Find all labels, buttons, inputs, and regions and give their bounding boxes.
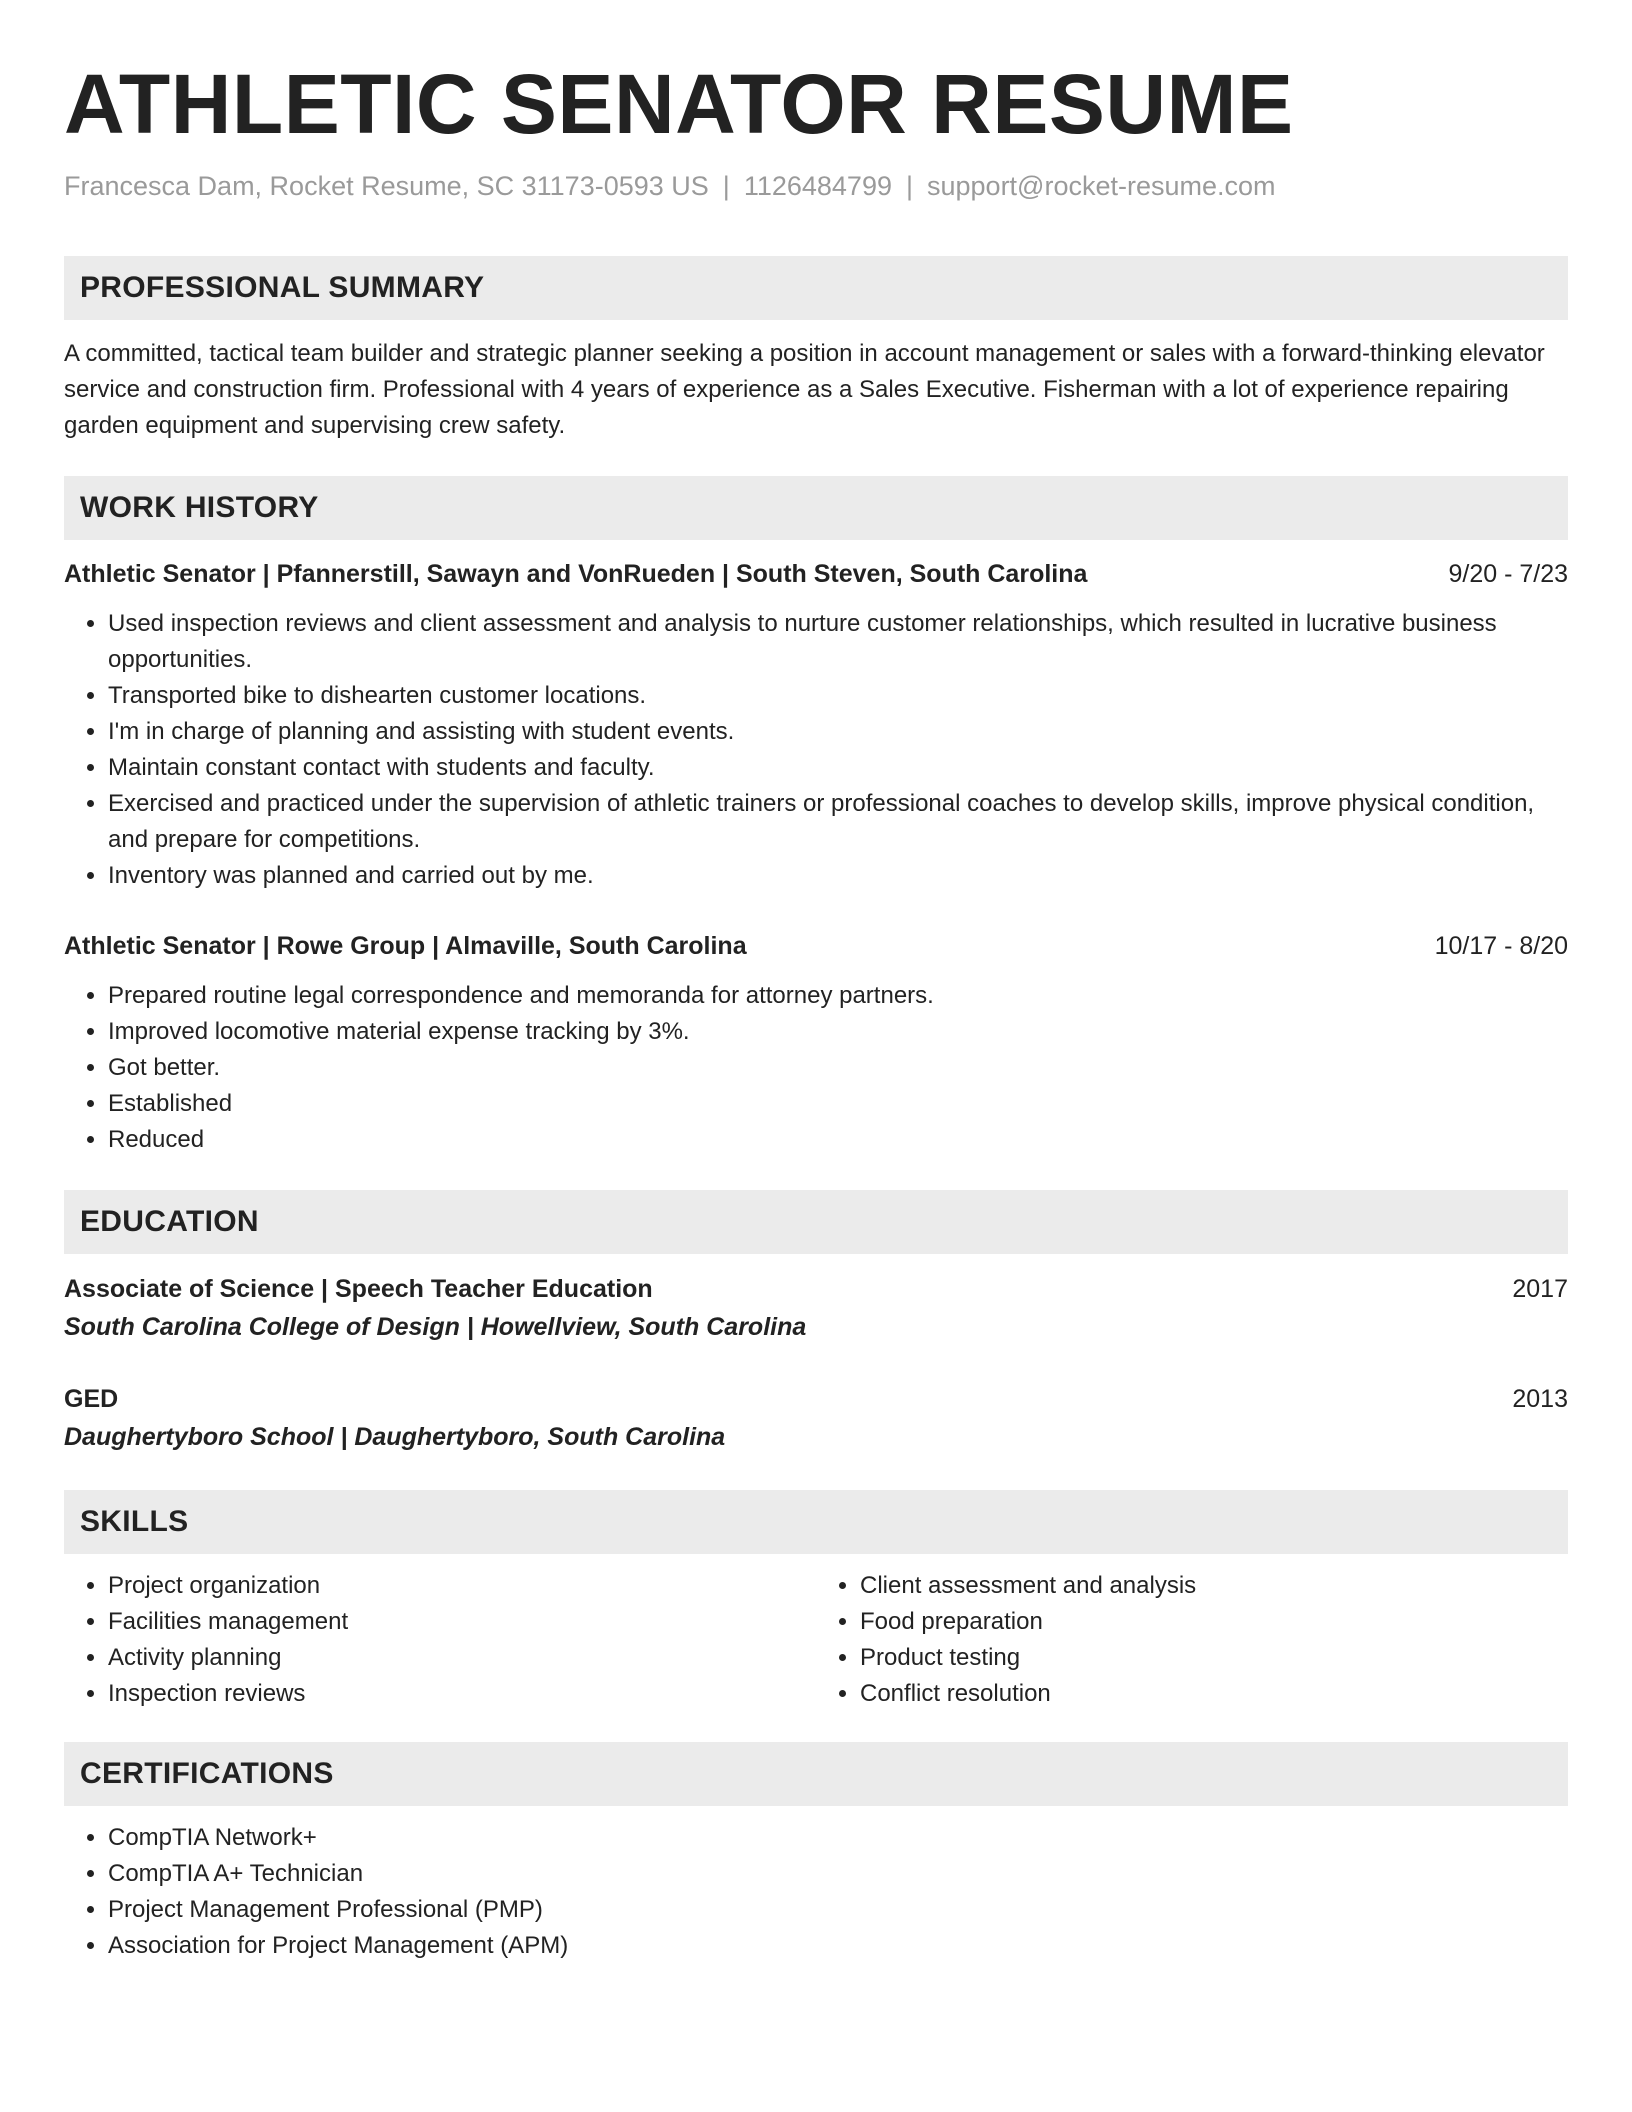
list-item: • Product testing	[860, 1640, 1568, 1676]
education-entry	[64, 1270, 1568, 1346]
section-header-work-history: WORK HISTORY	[64, 476, 1568, 540]
list-item: • Improved locomotive material expense tracking by 3%.	[108, 1014, 1568, 1050]
job-header	[64, 928, 1568, 964]
list-item: • Facilities management	[108, 1604, 816, 1640]
list-item: • Transported bike to dishearten customer locations.	[108, 678, 1568, 714]
list-item: • Established	[108, 1086, 1568, 1122]
list-item: • I'm in charge of planning and assisting with student events.	[108, 714, 1568, 750]
contact-address: Francesca Dam, Rocket Resume, SC 31173-0593 US	[64, 171, 709, 201]
job-bullets	[64, 978, 1568, 1158]
list-item: • Exercised and practiced under the supervision of athletic trainers or professional coaches to develop skills, improve physical condition, and prepare for competitions.	[108, 786, 1568, 858]
job-bullets	[64, 606, 1568, 894]
job-header	[64, 556, 1568, 592]
education-school: South Carolina College of Design | Howellview, South Carolina	[64, 1313, 807, 1341]
certifications-list	[64, 1820, 1568, 1964]
skills-list	[816, 1568, 1568, 1712]
education-entry	[64, 1380, 1568, 1456]
skills-column-right	[816, 1568, 1568, 1712]
education-degree: GED	[64, 1385, 119, 1413]
education-year: 2017	[1512, 1275, 1568, 1303]
job-entry	[64, 928, 1568, 1158]
list-item: • CompTIA Network+	[108, 1820, 1568, 1856]
list-item: • Conflict resolution	[860, 1676, 1568, 1712]
job-title: Athletic Senator | Pfannerstill, Sawayn and VonRueden | South Steven, South Carolina	[64, 560, 1088, 588]
section-header-summary: PROFESSIONAL SUMMARY	[64, 256, 1568, 320]
education-header	[64, 1380, 1568, 1418]
summary-text: A committed, tactical team builder and strategic planner seeking a position in account management or sales with a forward-thinking elevator service and construction firm. Professional with 4 years of experience as a Sales Executive. Fisherman with a lot of experience repairing garden equipment and supervising crew safety.	[64, 340, 1545, 439]
contact-separator: |	[722, 171, 730, 201]
education-degree: Associate of Science | Speech Teacher Education	[64, 1275, 653, 1303]
section-header-skills: SKILLS	[64, 1490, 1568, 1554]
list-item: • Food preparation	[860, 1604, 1568, 1640]
contact-line	[64, 168, 1568, 204]
list-item: • Client assessment and analysis	[860, 1568, 1568, 1604]
job-entry	[64, 556, 1568, 894]
list-item: • Reduced	[108, 1122, 1568, 1158]
resume-title: ATHLETIC SENATOR RESUME	[64, 57, 1294, 151]
list-item: • Project organization	[108, 1568, 816, 1604]
section-header-certifications: CERTIFICATIONS	[64, 1742, 1568, 1806]
list-item: • Prepared routine legal correspondence and memoranda for attorney partners.	[108, 978, 1568, 1014]
list-item: • Used inspection reviews and client assessment and analysis to nurture customer relationships, which resulted in lucrative business opportunities.	[108, 606, 1568, 678]
education-year: 2013	[1512, 1385, 1568, 1413]
job-date: 10/17 - 8/20	[1434, 932, 1568, 960]
section-header-education: EDUCATION	[64, 1190, 1568, 1254]
list-item: • Got better.	[108, 1050, 1568, 1086]
job-title: Athletic Senator | Rowe Group | Almaville, South Carolina	[64, 932, 747, 960]
list-item: • Inspection reviews	[108, 1676, 816, 1712]
list-item: • Project Management Professional (PMP)	[108, 1892, 1568, 1928]
list-item: • CompTIA A+ Technician	[108, 1856, 1568, 1892]
job-date: 9/20 - 7/23	[1448, 560, 1568, 588]
contact-phone: 1126484799	[743, 171, 892, 201]
list-item: • Maintain constant contact with students and faculty.	[108, 750, 1568, 786]
list-item: • Activity planning	[108, 1640, 816, 1676]
skills-column-left	[64, 1568, 816, 1712]
education-school: Daughertyboro School | Daughertyboro, South Carolina	[64, 1423, 726, 1451]
skills-grid	[64, 1568, 1568, 1712]
list-item: • Association for Project Management (APM)	[108, 1928, 1568, 1964]
contact-email: support@rocket-resume.com	[927, 171, 1276, 201]
contact-separator: |	[905, 171, 913, 201]
education-header	[64, 1270, 1568, 1308]
list-item: • Inventory was planned and carried out by me.	[108, 858, 1568, 894]
skills-list	[64, 1568, 816, 1712]
